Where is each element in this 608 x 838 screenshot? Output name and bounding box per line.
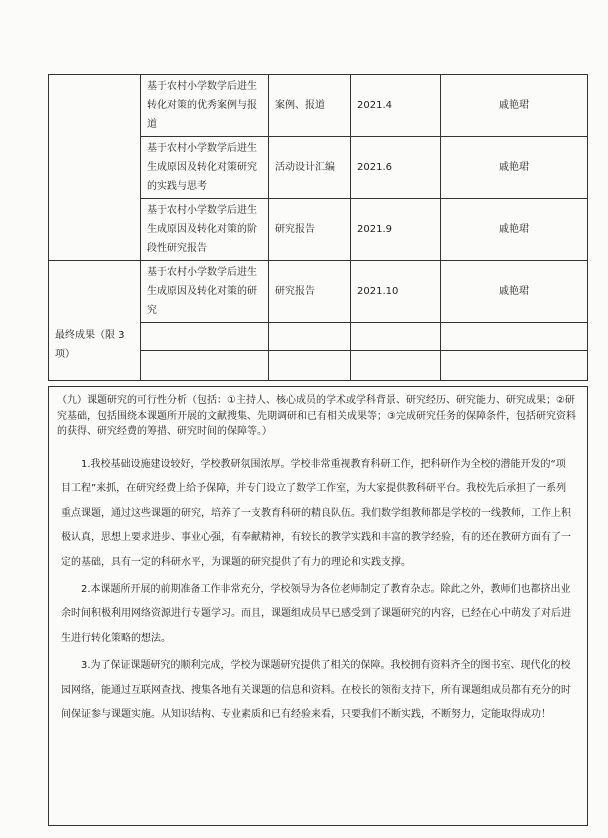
paragraph: 1.我校基础设施建设较好，学校教研氛围浓厚。学校非常重视教育科研工作，把科研作为全校的潜能开发的“项目工程”来抓，在研究经费上给予保障，并专门设立了数学工作室，为大家提供教科研平台。我校先后承担了一系列重点课题，通过这些课题的研究，培养了一支教育科研的精良队伍。我们数学组教师都是学校的一线教师，工作上积极认真，思想上要求进步、事业心强，有奉献精神，有较长的教学实践和丰富的教学经验，有的还在教研方面有了一定的基础，具有一定的科研水平，为课题的研究提供了有力的理论和实践支撑。: [61, 459, 571, 568]
feasibility-section: [48, 386, 588, 826]
result-name: 基于农村小学数学后进生转化对策的优秀案例与报道: [141, 75, 269, 137]
paragraph: 2.本课题所开展的前期准备工作非常充分，学校领导为各位老师制定了教育杂志。除此之外，教师们也都挤出业余时间积极利用网络资源进行专题学习。而且，课题组成员早已感受到了课题研究的内容，已经在心中萌发了对后进生进行转化策略的想法。: [61, 584, 571, 644]
result-form: 研究报告: [269, 261, 351, 323]
table-row: [49, 75, 588, 137]
results-table: [48, 74, 588, 381]
empty-label-cell: [49, 75, 141, 261]
result-person: 戚艳珺: [441, 75, 588, 137]
result-name: 基于农村小学数学后进生生成原因及转化对策的研究: [141, 261, 269, 323]
result-date: 2021.4: [351, 75, 441, 137]
result-form: 活动设计汇编: [269, 137, 351, 199]
result-date: 2021.9: [351, 199, 441, 261]
feasibility-body: [61, 453, 575, 730]
result-person: 戚艳珺: [441, 137, 588, 199]
result-person: [441, 351, 588, 381]
result-date: [351, 323, 441, 351]
final-results-label: 最终成果（限 3 项）: [49, 261, 141, 381]
feasibility-heading: （九）课题研究的可行性分析（包括：①主持人、核心成员的学术或学科背景、研究经历、研究能力、研究成果；②研究基础，包括围绕本课题所开展的文献搜集、先期调研和已有相关成果等；③完成研究任务的保障条件，包括研究资料的获得、研究经费的筹措、研究时间的保障等。）: [57, 395, 576, 437]
result-form: 案例、报道: [269, 75, 351, 137]
result-person: 戚艳珺: [441, 199, 588, 261]
result-name: [141, 323, 269, 351]
result-form: 研究报告: [269, 199, 351, 261]
result-name: [141, 351, 269, 381]
result-form: [269, 351, 351, 381]
result-name: 基于农村小学数学后进生生成原因及转化对策的阶段性研究报告: [141, 199, 269, 261]
result-date: [351, 351, 441, 381]
table-row: [49, 261, 588, 323]
result-form: [269, 323, 351, 351]
result-date: 2021.10: [351, 261, 441, 323]
result-date: 2021.6: [351, 137, 441, 199]
paragraph: 3.为了保证课题研究的顺利完成，学校为课题研究提供了相关的保障。我校拥有资料齐全的图书室、现代化的校园网络，能通过互联网查找、搜集各地有关课题的信息和资料。在校长的领衔支持下，所有课题组成员都有充分的时间保证参与课题实施。从知识结构、专业素质和已有经验来看，只要我们不断实践，不断努力，定能取得成功！: [61, 660, 571, 721]
result-name: 基于农村小学数学后进生生成原因及转化对策研究的实践与思考: [141, 137, 269, 199]
result-person: 戚艳珺: [441, 261, 588, 323]
result-person: [441, 323, 588, 351]
